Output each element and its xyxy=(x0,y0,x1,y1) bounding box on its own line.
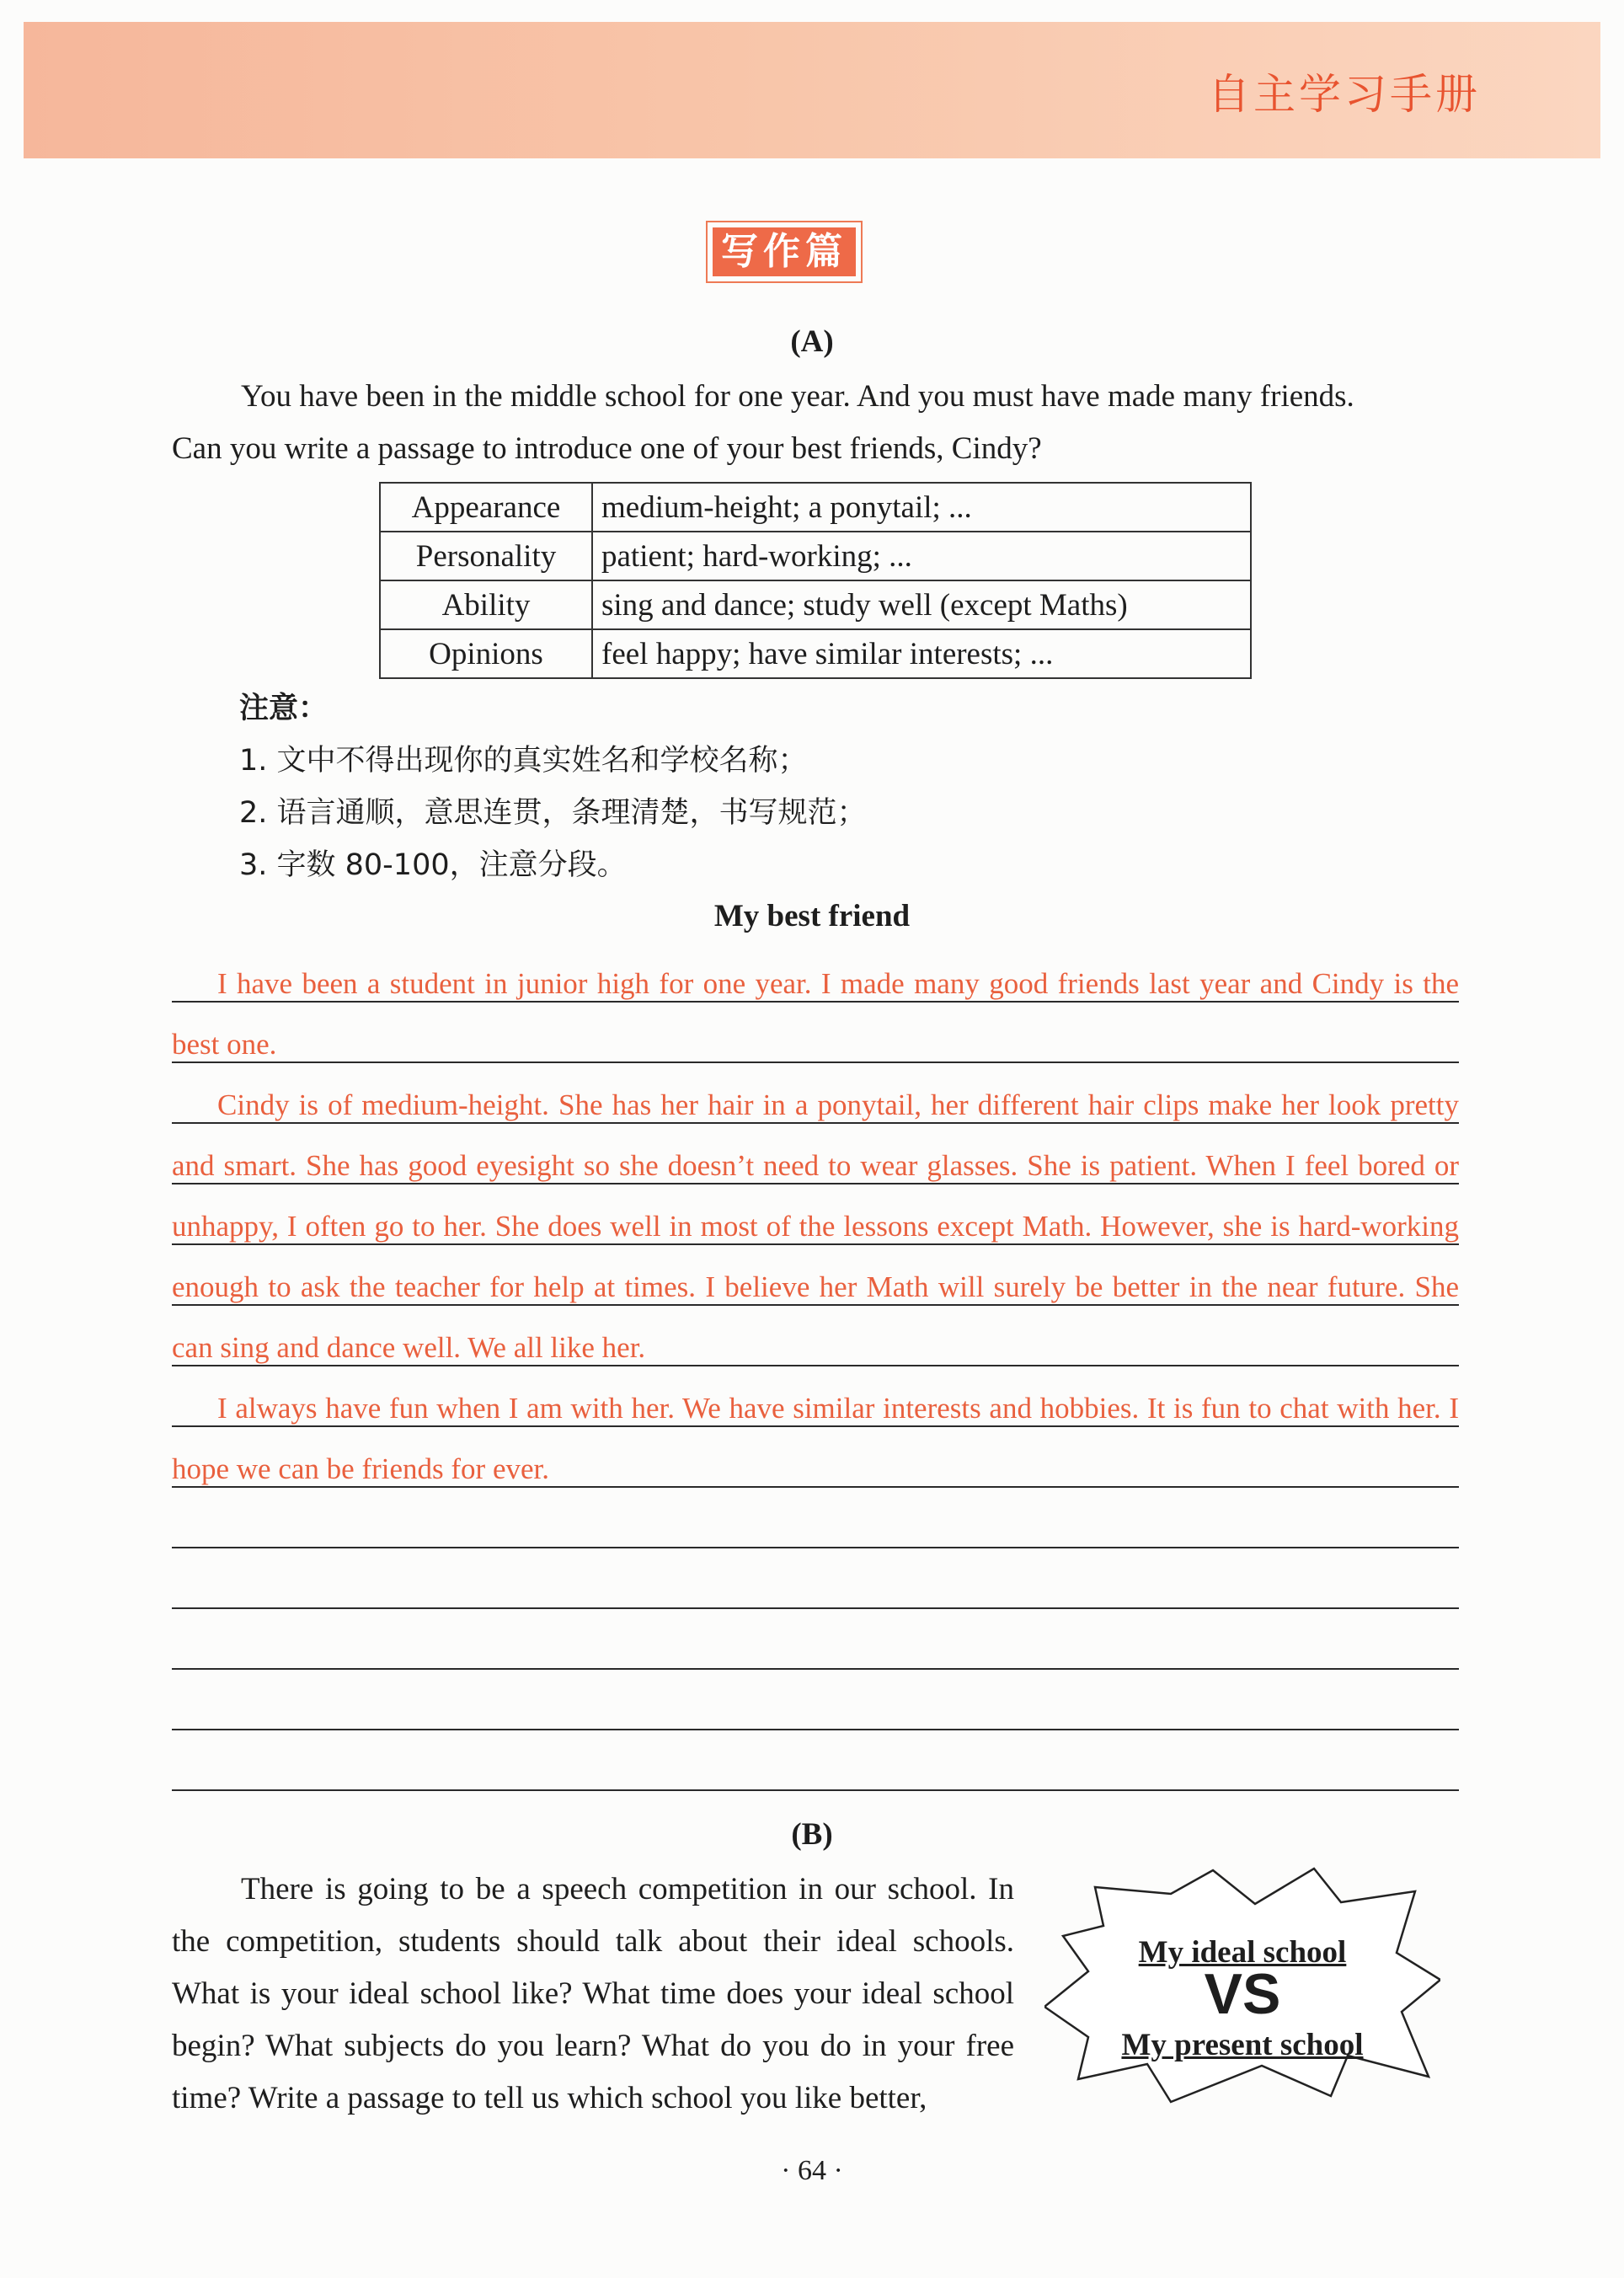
cindy-info-table xyxy=(379,482,1252,679)
section-badge xyxy=(706,221,863,283)
prompt-line-1: You have been in the middle school for one year. And you must have made many friends. xyxy=(241,379,1354,414)
answer-paragraph: I have been a student in junior high for one year. I made many good friends last year and Cindy is the best one. xyxy=(172,967,1459,1061)
note-item: 1. 文中不得出现你的真实姓名和学校名称； xyxy=(239,744,808,778)
burst-line-1: My ideal school xyxy=(1138,1935,1347,1970)
part-a-prompt xyxy=(172,371,1461,475)
table-row xyxy=(380,580,1251,629)
burst-vs: VS xyxy=(1204,1962,1281,2026)
note-item: 2. 语言通顺，意思连贯，条理清楚，书写规范； xyxy=(239,796,867,830)
table-value: patient; hard-working; ... xyxy=(592,532,1251,580)
table-key: Personality xyxy=(380,532,592,580)
burst-line-3: My present school xyxy=(1121,2028,1364,2062)
book-title: 自主学习手册 xyxy=(1208,70,1481,119)
note-item: 3. 字数 80-100，注意分段。 xyxy=(239,848,627,882)
part-b-label: (B) xyxy=(791,1817,833,1852)
page-number: · 64 · xyxy=(781,2155,843,2186)
table-row xyxy=(380,532,1251,580)
table-row xyxy=(380,483,1251,532)
section-label: 写作篇 xyxy=(713,227,856,276)
answer-paragraph: I always have fun when I am with her. We have similar interests and hobbies. It is fun to chat with her. I hope we can be friends for ever. xyxy=(172,1392,1459,1485)
prompt-line-2: Can you write a passage to introduce one of your best friends, Cindy? xyxy=(172,431,1042,466)
table-key: Appearance xyxy=(380,483,592,532)
part-a-label: (A) xyxy=(790,324,834,359)
table-value: sing and dance; study well (except Maths) xyxy=(592,580,1251,629)
notes-block xyxy=(239,682,867,891)
writing-line xyxy=(172,1789,1459,1791)
model-answer xyxy=(172,954,1459,1500)
answer-paragraph: Cindy is of medium-height. She has her hair in a ponytail, her different hair clips make her look pretty and smart. She has good eyesight so she doesn’t need to wear glasses. She is patient. When I feel bored or unhappy, I often go to her. She does well in most of the lessons except Math. However, she is hard-working enough to ask the teacher for help at times. I believe her Math will surely be better in the near future. She can sing and dance well. We all like her. xyxy=(172,1088,1459,1364)
writing-line xyxy=(172,1547,1459,1548)
writing-line xyxy=(172,1607,1459,1609)
essay-title: My best friend xyxy=(713,899,911,933)
table-value: feel happy; have similar interests; ... xyxy=(592,629,1251,678)
table-row xyxy=(380,629,1251,678)
table-key: Ability xyxy=(380,580,592,629)
part-b-prompt: There is going to be a speech competition in our school. In the competition, students should talk about their ideal schools. What is your ideal school like? What time does your ideal school begin? What subjects do you learn? What do you do in your free time? Write a passage to tell us which school you like better, xyxy=(172,1872,1014,2115)
table-value: medium-height; a ponytail; ... xyxy=(592,483,1251,532)
vs-burst xyxy=(1044,1853,1440,2106)
writing-line xyxy=(172,1729,1459,1730)
table-key: Opinions xyxy=(380,629,592,678)
writing-line xyxy=(172,1668,1459,1670)
notes-title: 注意： xyxy=(239,692,329,725)
